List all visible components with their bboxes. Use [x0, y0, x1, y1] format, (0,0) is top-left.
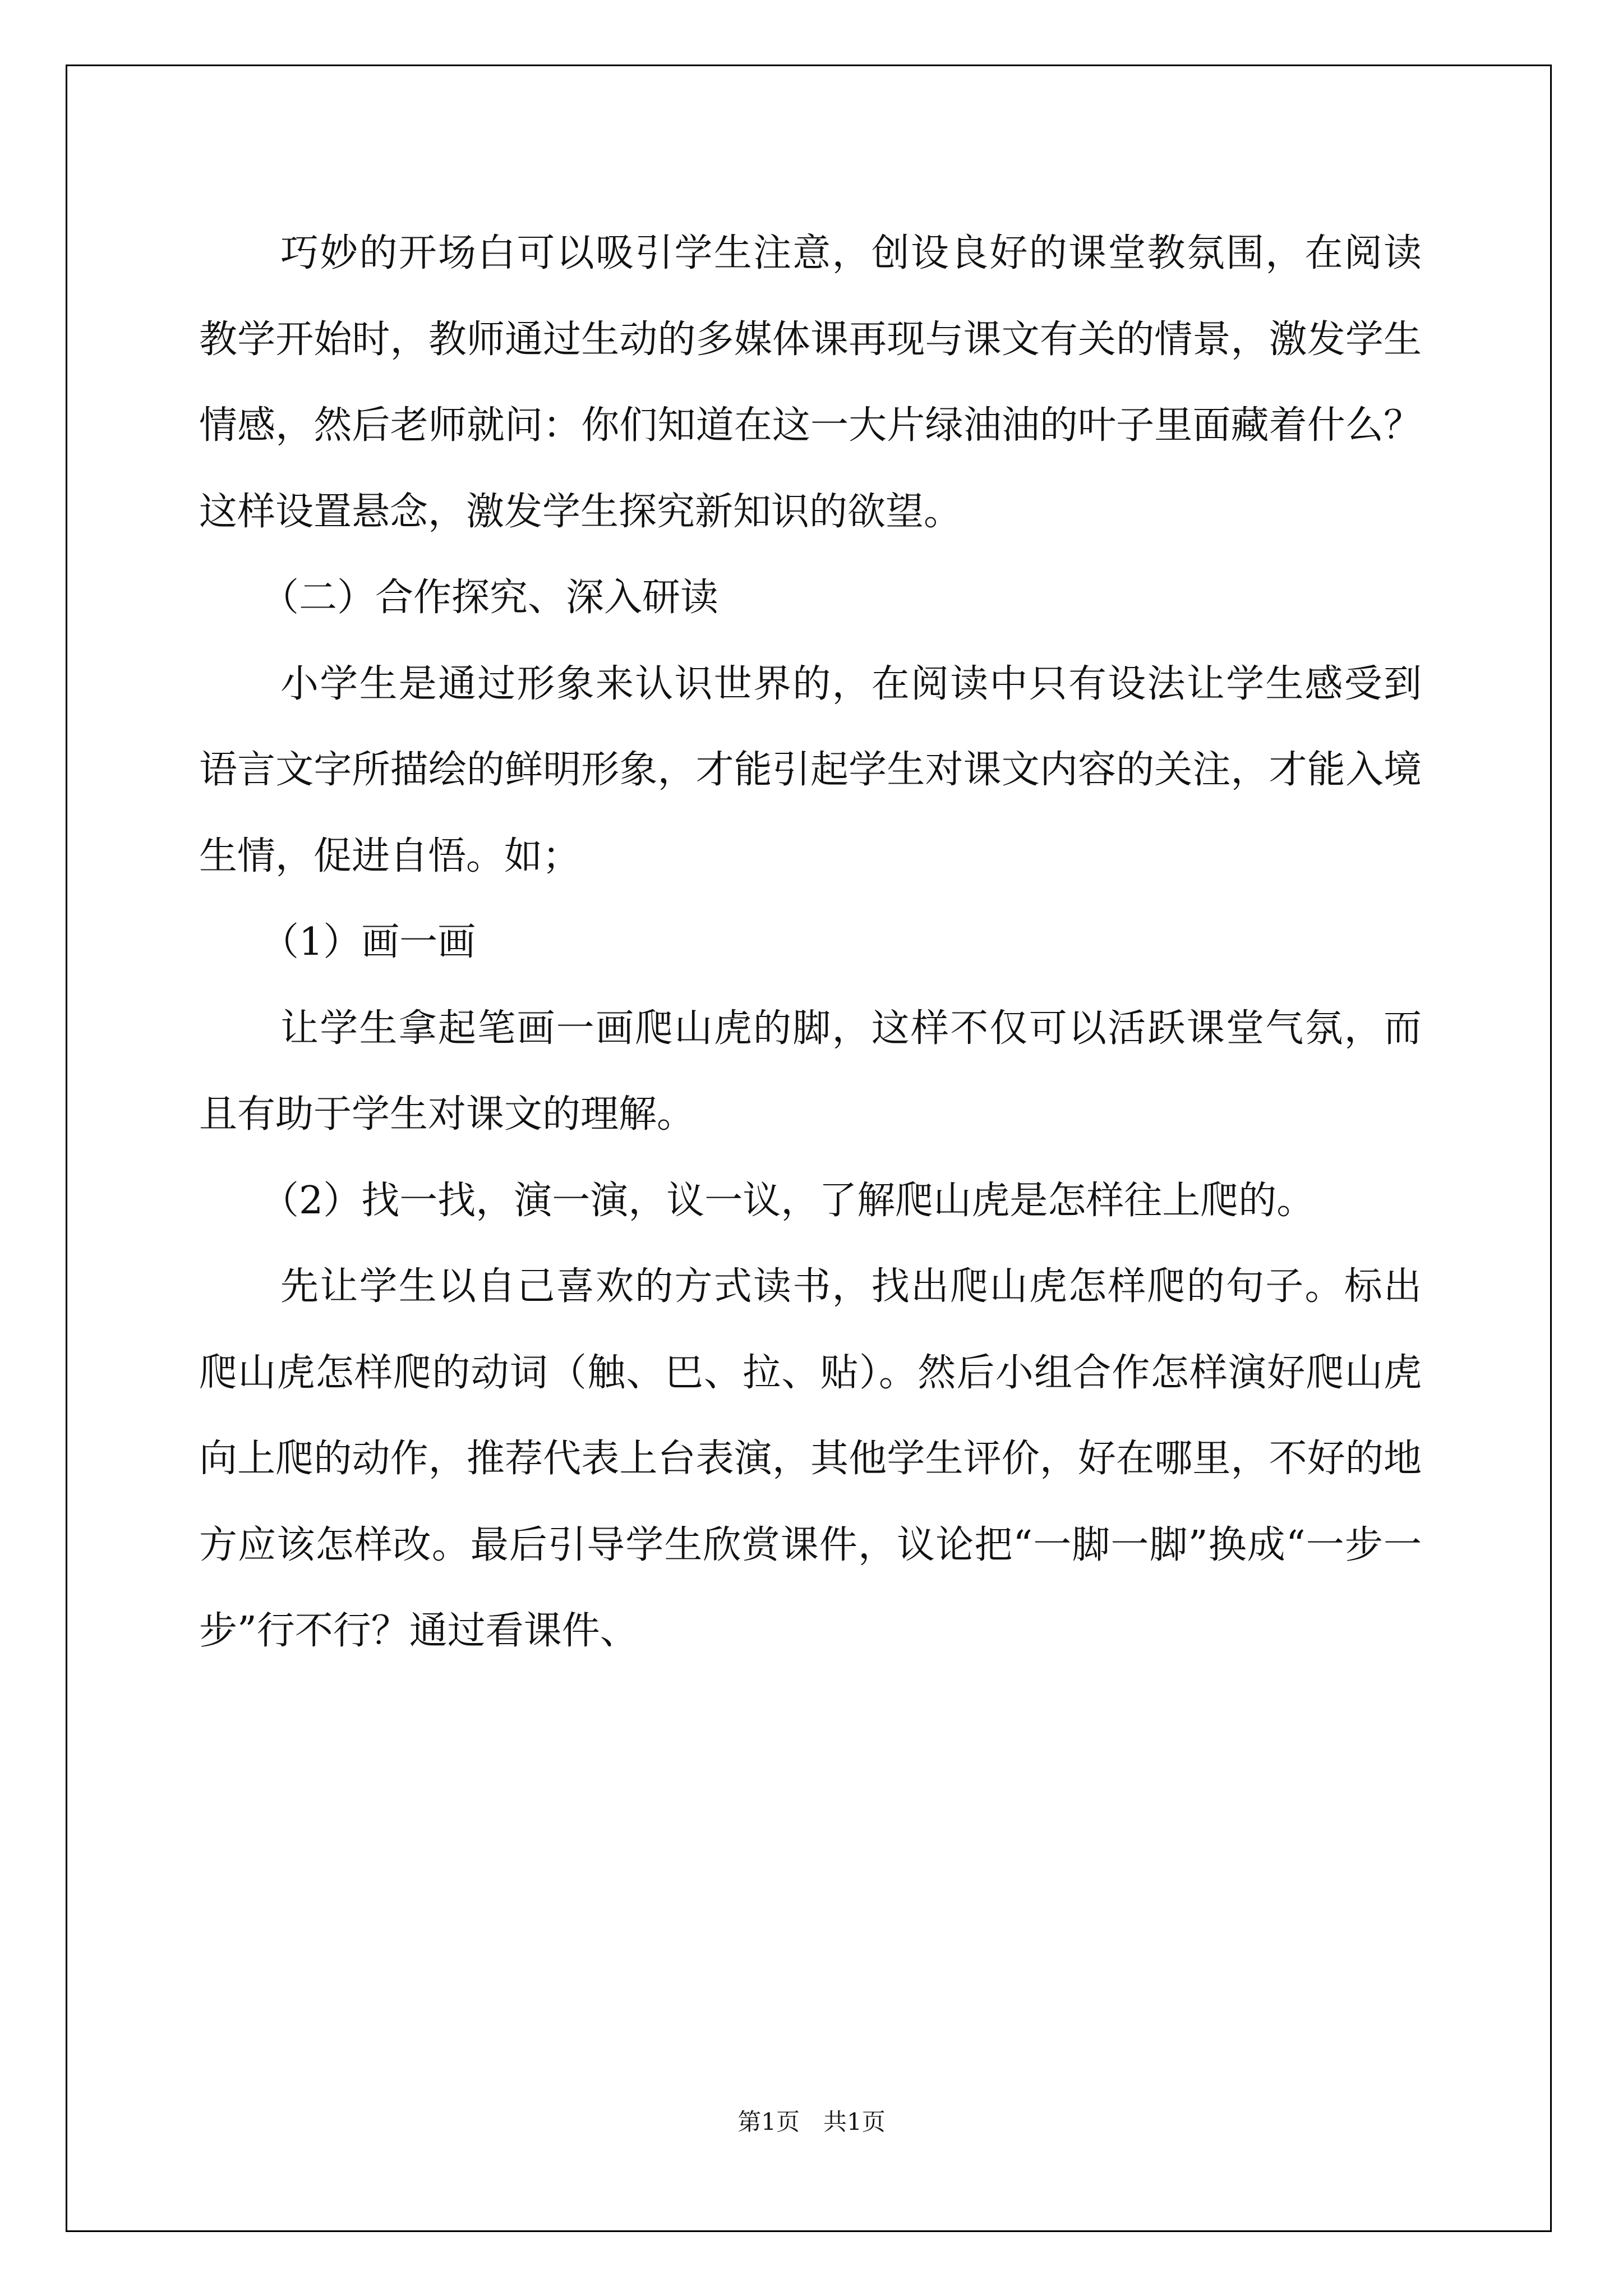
- paragraph-intro: 巧妙的开场白可以吸引学生注意，创设良好的课堂教氛围，在阅读教学开始时，教师通过生动的多媒体课再现与课文有关的情景，激发学生情感，然后老师就问：你们知道在这一大片绿油油的叶子里面藏着什么？这样设置悬念，激发学生探究新知识的欲望。: [199, 231, 1422, 534]
- subheading-find-act-discuss: （2）找一找，演一演，议一议，了解爬山虎是怎样往上爬的。: [261, 1178, 1315, 1223]
- section-heading-cooperative-inquiry: （二）合作探究、深入研读: [261, 576, 719, 620]
- paragraph-draw: 让学生拿起笔画一画爬山虎的脚，这样不仅可以活跃课堂气氛，而且有助于学生对课文的理解。: [199, 1006, 1422, 1137]
- paragraph-reading-activity: 先让学生以自己喜欢的方式读书，找出爬山虎怎样爬的句子。标出爬山虎怎样爬的动词（触、巴、拉、贴）。然后小组合作怎样演好爬山虎向上爬的动作，推荐代表上台表演，其他学生评价，好在哪里，不好的地方应该怎样改。最后引导学生欣赏课件，议论把“一脚一脚”换成“一步一步”行不行？通过看课件、: [199, 1264, 1422, 1653]
- page-footer: 第1页 共1页: [737, 2108, 886, 2136]
- paragraph-image-learning: 小学生是通过形象来认识世界的，在阅读中只有设法让学生感受到语言文字所描绘的鲜明形象，才能引起学生对课文内容的关注，才能入境生情，促进自悟。如；: [199, 661, 1422, 878]
- document-body: [199, 210, 1422, 1674]
- subheading-draw: （1）画一画: [261, 920, 476, 964]
